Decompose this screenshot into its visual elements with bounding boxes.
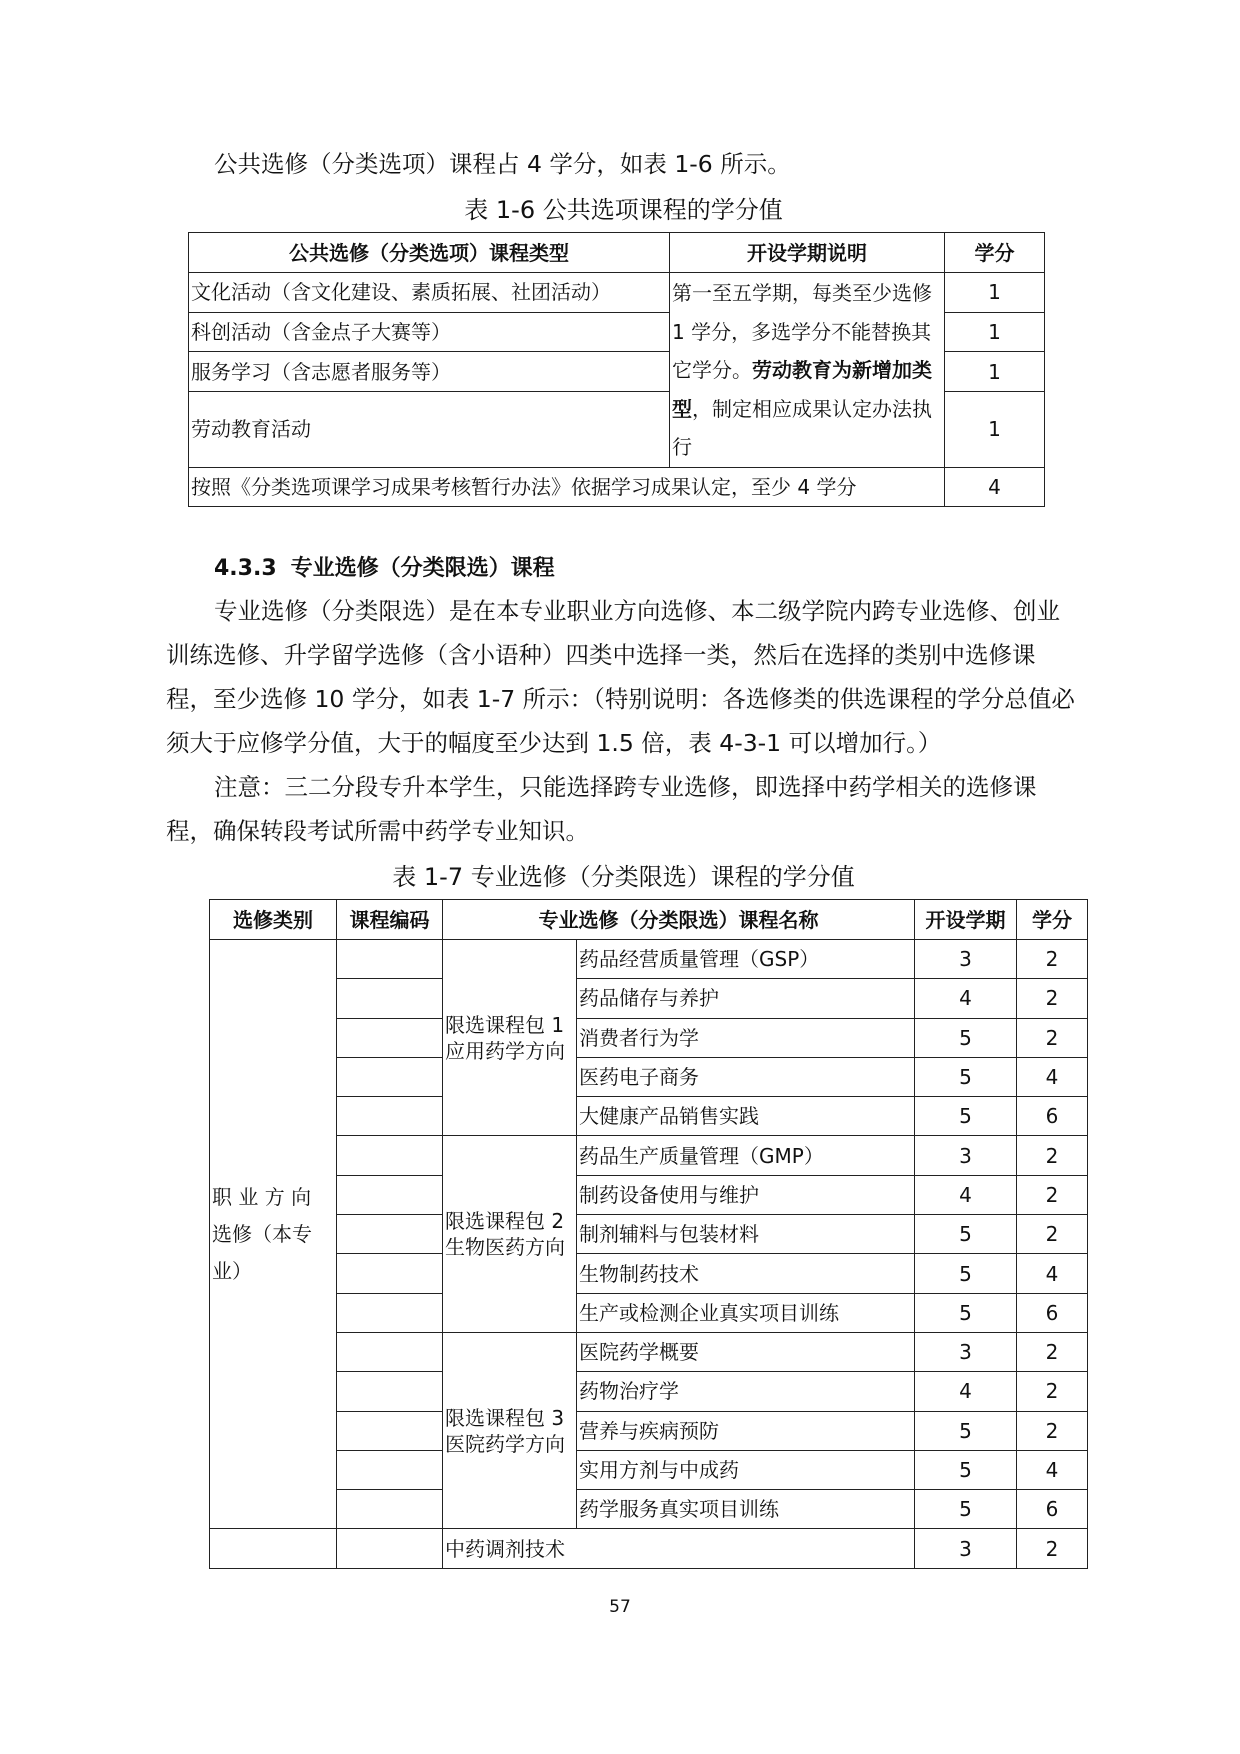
- credit-cell: 4: [945, 467, 1045, 506]
- term-cell: 4: [915, 1372, 1017, 1411]
- column-header: 公共选修（分类选项）课程类型: [189, 233, 670, 273]
- section-number: 4.3.3: [214, 556, 277, 581]
- credit-cell: 4: [1017, 1450, 1088, 1489]
- course-package-cell: 限选课程包 3 医院药学方向: [443, 1332, 577, 1528]
- course-code-cell: [337, 1215, 443, 1254]
- table-row: [210, 1018, 1088, 1057]
- course-code-cell: [337, 1529, 443, 1568]
- course-type-cell: 劳动教育活动: [189, 392, 670, 467]
- section-title: 专业选修（分类限选）课程: [290, 556, 555, 581]
- credit-cell: 1: [945, 312, 1045, 352]
- table-1-6: [188, 232, 1045, 507]
- course-code-cell: [337, 1293, 443, 1332]
- term-cell: 3: [915, 940, 1017, 979]
- bold-note: 劳动教育为新增加类型: [672, 358, 932, 421]
- course-code-cell: [337, 979, 443, 1018]
- term-cell: 5: [915, 1450, 1017, 1489]
- credit-cell: 6: [1017, 1293, 1088, 1332]
- credit-cell: 2: [1017, 979, 1088, 1018]
- table-body: [210, 940, 1088, 1569]
- intro-paragraph: 公共选修（分类选项）课程占 4 学分，如表 1-6 所示。: [214, 150, 791, 178]
- credit-cell: 2: [1017, 940, 1088, 979]
- term-cell: 3: [915, 1529, 1017, 1568]
- course-code-cell: [337, 1175, 443, 1214]
- course-code-cell: [337, 1136, 443, 1175]
- table-row: [210, 1097, 1088, 1136]
- course-code-cell: [337, 1372, 443, 1411]
- credit-cell: 6: [1017, 1490, 1088, 1529]
- table-row: [210, 1254, 1088, 1293]
- table-row: [210, 1529, 1088, 1568]
- column-header: 开设学期说明: [670, 233, 945, 273]
- course-type-cell: 服务学习（含志愿者服务等）: [189, 352, 670, 392]
- table-row: [210, 1372, 1088, 1411]
- credit-cell: 1: [945, 273, 1045, 313]
- course-name-cell: 生产或检测企业真实项目训练: [577, 1293, 915, 1332]
- page-number: 57: [609, 1597, 631, 1617]
- credit-cell: 6: [1017, 1097, 1088, 1136]
- section-heading: [214, 551, 569, 582]
- credit-cell: 2: [1017, 1215, 1088, 1254]
- course-code-cell: [337, 1411, 443, 1450]
- table-row: [210, 1175, 1088, 1214]
- course-name-cell: 大健康产品销售实践: [577, 1097, 915, 1136]
- course-type-cell: 科创活动（含金点子大赛等）: [189, 312, 670, 352]
- credit-cell: 4: [1017, 1057, 1088, 1096]
- column-header: 课程编码: [337, 900, 443, 940]
- table-row: [210, 940, 1088, 979]
- term-cell: 5: [915, 1018, 1017, 1057]
- course-name-cell: 医院药学概要: [577, 1332, 915, 1371]
- section-paragraph-2: 注意：三二分段专升本学生，只能选择跨专业选修，即选择中药学相关的选修课程，确保转段考试所需中药学专业知识。: [166, 773, 1037, 845]
- course-name-cell: 消费者行为学: [577, 1018, 915, 1057]
- credit-cell: 2: [1017, 1332, 1088, 1371]
- course-name-cell: 医药电子商务: [577, 1057, 915, 1096]
- credit-cell: 2: [1017, 1372, 1088, 1411]
- course-code-cell: [337, 1490, 443, 1529]
- column-header: 学分: [945, 233, 1045, 273]
- column-header: 专业选修（分类限选）课程名称: [443, 900, 915, 940]
- course-name-cell: 药物治疗学: [577, 1372, 915, 1411]
- table-row: [210, 1411, 1088, 1450]
- course-code-cell: [337, 940, 443, 979]
- course-name-cell: 制药设备使用与维护: [577, 1175, 915, 1214]
- table-row: [210, 1450, 1088, 1489]
- table-1-7-caption: 表 1-7 专业选修（分类限选）课程的学分值: [392, 863, 855, 891]
- course-code-cell: [337, 1450, 443, 1489]
- table-row: [210, 1057, 1088, 1096]
- course-name-cell: 药品经营质量管理（GSP）: [577, 940, 915, 979]
- table-header-row: [210, 900, 1088, 940]
- course-name-cell: 营养与疾病预防: [577, 1411, 915, 1450]
- column-header: 选修类别: [210, 900, 337, 940]
- course-name-cell: 制剂辅料与包装材料: [577, 1215, 915, 1254]
- course-code-cell: [337, 1332, 443, 1371]
- course-package-cell: 限选课程包 1 应用药学方向: [443, 940, 577, 1136]
- term-cell: 4: [915, 1175, 1017, 1214]
- course-code-cell: [337, 1254, 443, 1293]
- term-description-cell: 第一至五学期，每类至少选修 1 学分，多选学分不能替换其它学分。劳动教育为新增加类型，制定相应成果认定办法执行: [670, 273, 945, 468]
- credit-cell: 2: [1017, 1175, 1088, 1214]
- term-cell: 5: [915, 1411, 1017, 1450]
- course-type-cell: 文化活动（含文化建设、素质拓展、社团活动）: [189, 273, 670, 313]
- term-cell: 3: [915, 1332, 1017, 1371]
- section-paragraph-1: 专业选修（分类限选）是在本专业职业方向选修、本二级学院内跨专业选修、创业训练选修、升学留学选修（含小语种）四类中选择一类，然后在选择的类别中选修课程，至少选修 10 学分，如表 1-7 所示：（特别说明：各选修类的供选课程的学分总值必须大于应修学分值，大于的幅度至少达到 1.5 倍，表 4-3-1 可以增加行。）: [166, 597, 1075, 757]
- table-row: [210, 979, 1088, 1018]
- credit-cell: 1: [945, 352, 1045, 392]
- credit-cell: 1: [945, 392, 1045, 467]
- table-row: [210, 1136, 1088, 1175]
- category-cell: [210, 1529, 337, 1568]
- table-row: [210, 1490, 1088, 1529]
- course-package-cell: 限选课程包 2 生物医药方向: [443, 1136, 577, 1332]
- term-cell: 5: [915, 1097, 1017, 1136]
- column-header: 开设学期: [915, 900, 1017, 940]
- table-header-row: [189, 233, 1045, 273]
- category-cell: 职 业 方 向 选修（本专业）: [210, 940, 337, 1529]
- term-cell: 5: [915, 1057, 1017, 1096]
- table-1-7: [209, 899, 1088, 1569]
- course-name-cell: 生物制药技术: [577, 1254, 915, 1293]
- table-row: [189, 273, 1045, 313]
- term-cell: 3: [915, 1136, 1017, 1175]
- table-1-6-caption: 表 1-6 公共选项课程的学分值: [464, 196, 783, 224]
- table-footer-row: [189, 467, 1045, 506]
- credit-cell: 2: [1017, 1136, 1088, 1175]
- term-cell: 4: [915, 979, 1017, 1018]
- course-code-cell: [337, 1018, 443, 1057]
- course-name-cell: 中药调剂技术: [443, 1529, 915, 1568]
- credit-cell: 2: [1017, 1018, 1088, 1057]
- table-row: [210, 1215, 1088, 1254]
- term-cell: 5: [915, 1215, 1017, 1254]
- credit-cell: 4: [1017, 1254, 1088, 1293]
- footer-text-cell: 按照《分类选项课学习成果考核暂行办法》依据学习成果认定，至少 4 学分: [189, 467, 945, 506]
- course-name-cell: 实用方剂与中成药: [577, 1450, 915, 1489]
- term-cell: 5: [915, 1254, 1017, 1293]
- term-cell: 5: [915, 1490, 1017, 1529]
- course-name-cell: 药品储存与养护: [577, 979, 915, 1018]
- course-code-cell: [337, 1057, 443, 1096]
- course-name-cell: 药品生产质量管理（GMP）: [577, 1136, 915, 1175]
- table-row: [210, 1332, 1088, 1371]
- column-header: 学分: [1017, 900, 1088, 940]
- table-row: [210, 1293, 1088, 1332]
- course-code-cell: [337, 1097, 443, 1136]
- credit-cell: 2: [1017, 1529, 1088, 1568]
- course-name-cell: 药学服务真实项目训练: [577, 1490, 915, 1529]
- credit-cell: 2: [1017, 1411, 1088, 1450]
- term-cell: 5: [915, 1293, 1017, 1332]
